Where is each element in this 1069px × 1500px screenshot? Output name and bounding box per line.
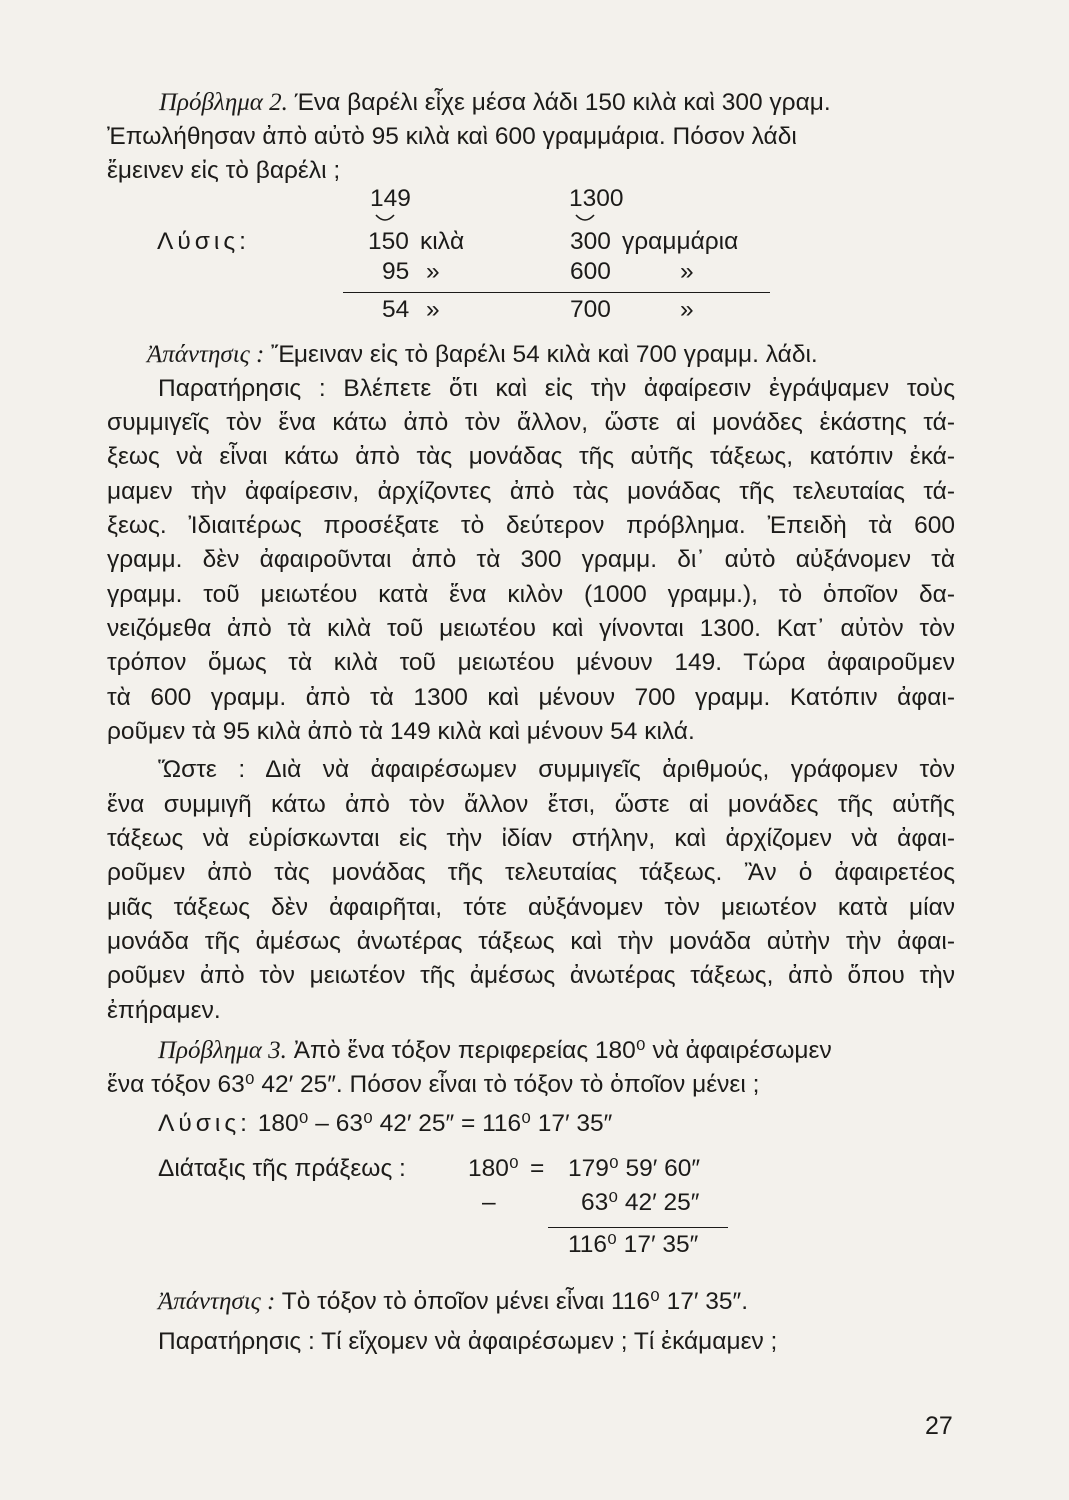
remark-2-line: ξεως. Ἰδιαιτέρως προσέξατε τὸ δεύτερον πρόβλημα. Ἐπειδὴ τὰ 600 [107,512,955,539]
arrangement-equals: = [530,1155,545,1182]
arrangement-minuend-expanded: 179⁰ 59′ 60″ [568,1155,701,1182]
remark-2-line: ξεως νὰ εἶναι κάτω ἀπὸ τὰς μονάδας τῆς αὐτῆς τάξεως, κατόπιν ἐκά- [107,443,955,470]
row1-kg-unit: κιλὰ [420,228,465,255]
answer-2 [147,340,818,370]
solution-2-rule [343,292,770,293]
borrow-mark-kg [375,214,395,223]
borrow-mark-gr [575,214,595,223]
answer-3-text: Τὸ τόξον τὸ ὁποῖον μένει εἶναι 116⁰ 17′ 35″. [281,1288,749,1315]
row1-gr-unit: γραμμάρια [622,228,739,255]
problem-3-line-1 [158,1036,832,1066]
answer-3-label: Ἀπάντησις : [158,1288,276,1315]
solution-3 [158,1109,612,1139]
arrangement-rule [548,1227,728,1228]
problem-2-line-2: Ἐπωλήθησαν ἀπὸ αὐτὸ 95 κιλὰ καὶ 600 γραμμάρια. Πόσον λάδι [107,123,797,150]
row2-gr-mark: » [680,258,694,285]
arrangement-subtrahend: 63⁰ 42′ 25″ [581,1189,700,1216]
arrangement-minuend: 180⁰ [468,1155,519,1182]
answer-2-label: Ἀπάντησις : [147,341,265,368]
remark-2-line: νειζόμεθα ἀπὸ τὰ κιλὰ τοῦ μειωτέου καὶ γίνονται 1300. Κατ᾽ αὐτὸν τὸν [107,615,955,642]
problem-2-label: Πρόβλημα 2. [159,89,288,116]
result-gr-mark: » [680,296,694,323]
arrangement-result: 116⁰ 17′ 35″ [568,1231,699,1258]
result-kg: 54 [382,296,410,323]
rule-line: μονάδα τῆς ἀμέσως ἀνωτέρας τάξεως καὶ τὴν μονάδα αὐτὴν τὴν ἀφαι- [107,928,955,955]
remark-2-line: ροῦμεν τὰ 95 κιλὰ ἀπὸ τὰ 149 κιλὰ καὶ μένουν 54 κιλά. [107,718,695,745]
borrow-gr: 1300 [569,185,624,212]
remark-2-line: τὰ 600 γραμμ. ἀπὸ τὰ 1300 καὶ μένουν 700 γραμμ. Κατόπιν ἀφαι- [107,684,955,711]
remark-3: Παρατήρησις : Τί εἴχομεν νὰ ἀφαιρέσωμεν ; Τί ἐκάμαμεν ; [158,1328,778,1355]
rule-line: ροῦμεν ἀπὸ τὰς μονάδας τῆς τελευταίας τάξεως. Ἂν ὁ ἀφαιρετέος [107,859,955,886]
result-kg-mark: » [426,296,440,323]
problem-2-line-3: ἔμεινεν εἰς τὸ βαρέλι ; [107,157,341,184]
problem-2-line-1 [159,88,831,118]
row2-kg-mark: » [426,258,440,285]
arrangement-label: Διάταξις τῆς πράξεως : [158,1155,406,1182]
solution-2-label: Λύσις: [157,228,250,255]
rule-line: τάξεως νὰ εὑρίσκωνται εἰς τὴν ἰδίαν στήλην, καὶ ἀρχίζομεν νὰ ἀφαι- [107,825,955,852]
page-number: 27 [925,1412,953,1440]
problem-2-text-1: Ένα βαρέλι εἶχε μέσα λάδι 150 κιλὰ καὶ 300 γραμ. [294,89,831,116]
problem-3-line-2: ἕνα τόξον 63⁰ 42′ 25″. Πόσον εἶναι τὸ τόξον τὸ ὁποῖον μένει ; [107,1071,760,1098]
result-gr: 700 [570,296,611,323]
remark-2-line: γραμμ. τοῦ μειωτέου κατὰ ἕνα κιλὸν (1000 γραμμ.), τὸ ὁποῖον δα- [107,581,955,608]
solution-3-label: Λύσις: [158,1110,251,1137]
solution-3-text: 180⁰ – 63⁰ 42′ 25″ = 116⁰ 17′ 35″ [257,1110,613,1137]
row1-gr: 300 [570,228,611,255]
remark-2-line: τρόπον ὅμως τὰ κιλὰ τοῦ μειωτέου μένουν 149. Τώρα ἀφαιροῦμεν [107,649,955,676]
rule-line: ροῦμεν ἀπὸ τὸν μειωτέον τῆς ἀμέσως ἀνωτέρας τάξεως, ἀπὸ ὅπου τὴν [107,962,955,989]
problem-3-label: Πρόβλημα 3. [158,1037,287,1064]
remark-2-line: γραμμ. δὲν ἀφαιροῦνται ἀπὸ τὰ 300 γραμμ. δι᾽ αὐτὸ αὐξάνομεν τὰ [107,546,955,573]
problem-3-text-1: Ἀπὸ ἕνα τόξον περιφερείας 180⁰ νὰ ἀφαιρέσωμεν [293,1037,832,1064]
rule-line: ἕνα συμμιγῆ κάτω ἀπὸ τὸν ἄλλον ἔτσι, ὥστε αἱ μονάδες τῆς αὐτῆς [107,791,955,818]
remark-2-line: μαμεν τὴν ἀφαίρεσιν, ἀρχίζοντες ἀπὸ τὰς μονάδας τῆς τελευταίας τά- [107,478,955,505]
answer-2-text: Ἔμειναν εἰς τὸ βαρέλι 54 κιλὰ καὶ 700 γραμμ. λάδι. [271,341,818,368]
remark-2-line: Παρατήρησις : Βλέπετε ὅτι καὶ εἰς τὴν ἀφαίρεσιν ἐγράψαμεν τοὺς [158,375,955,402]
rule-line: μιᾶς τάξεως δὲν ἀφαιρῆται, τότε αὐξάνομεν τὸν μειωτέον κατὰ μίαν [107,894,955,921]
row2-gr: 600 [570,258,611,285]
remark-2-line: συμμιγεῖς τὸν ἕνα κάτω ἀπὸ τὸν ἄλλον, ὥστε αἱ μονάδες ἑκάστης τά- [107,409,955,436]
arrangement-minus: – [482,1189,496,1216]
rule-line: Ὥστε : Διὰ νὰ ἀφαιρέσωμεν συμμιγεῖς ἀριθμούς, γράφομεν τὸν [158,756,955,783]
borrow-kg: 149 [370,185,411,212]
rule-line: ἐπήραμεν. [107,997,221,1024]
answer-3 [158,1287,748,1317]
row2-kg: 95 [382,258,410,285]
row1-kg: 150 [368,228,409,255]
